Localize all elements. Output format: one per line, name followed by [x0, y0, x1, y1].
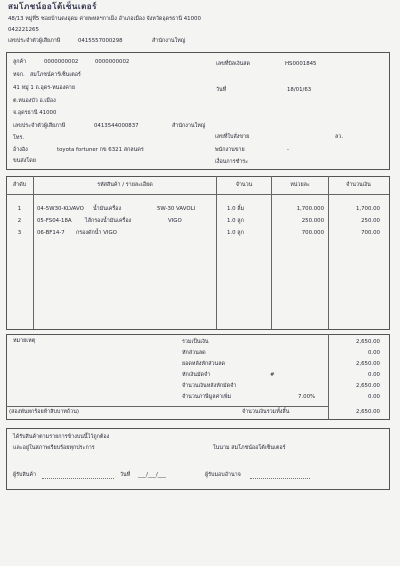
customer-code-2: 0000000002: [95, 59, 130, 65]
after-deposit-label: จำนวนเงินหลังหักมัดจำ: [182, 383, 237, 389]
doc-number-label: เลขที่บิลเงินสด: [216, 61, 251, 67]
discount-label: หักส่วนลด: [182, 350, 206, 356]
after-deposit-value: 2,650.00: [355, 383, 380, 389]
receipt-note-1: ได้รับสินค้าตามรายการข้างบนนี้ไว้ถูกต้อง: [13, 434, 110, 440]
col-header-description: รหัสสินค้า / รายละเอียด: [97, 182, 153, 188]
customer-name-label: หจก.: [13, 72, 25, 78]
deposit-hash: #: [270, 372, 275, 378]
row-extra: VIGO: [168, 218, 182, 224]
col-divider: [216, 176, 217, 329]
receiver-signature-line: [42, 478, 114, 479]
row-code: 04-5W30-KLVAVO: [37, 206, 84, 212]
row-desc: กรองดักน้ำ VIGO: [76, 230, 117, 236]
customer-tel-label: โทร.: [13, 135, 25, 141]
authorized-signature-line: [250, 478, 310, 479]
salesperson-label: พนักงานขาย: [215, 147, 245, 153]
grand-total-label: จำนวนเงินรวมทั้งสิ้น: [242, 409, 290, 415]
doc-number: HS0001845: [285, 61, 317, 67]
after-discount-value: 2,650.00: [355, 361, 380, 367]
order-number-value: ลว.: [335, 134, 344, 140]
receipt-note-2: และอยู่ในสภาพเรียบร้อยทุกประการ: [13, 445, 95, 451]
customer-name: สมโภชน์คาร์เซ็นเตอร์: [30, 72, 81, 78]
row-price: 1,700.000: [296, 206, 324, 212]
subtotal-value: 2,650.00: [355, 339, 380, 345]
payment-terms-label: เงื่อนการชำระ: [215, 159, 249, 165]
discount-value: 0.00: [367, 350, 380, 356]
row-code: 06-BF14-7: [37, 230, 65, 236]
col-header-qty: จำนวน: [235, 182, 253, 188]
vat-label: จำนวนภาษีมูลค่าเพิ่ม: [182, 394, 232, 400]
doc-date: 18/01/63: [287, 87, 312, 93]
company-tax-label: เลขประจำตัวผู้เสียภาษี: [8, 38, 61, 44]
authorized-label: ผู้รับมอบอำนาจ: [205, 472, 241, 478]
company-phone: 042221265: [8, 27, 39, 33]
row-amount: 250.00: [361, 218, 380, 224]
subtotal-label: รวมเป็นเงิน: [182, 339, 209, 345]
col-divider: [328, 176, 329, 329]
customer-address-1: 41 หมู่ 1 ถ.อุดร-หนองคาย: [13, 85, 75, 91]
row-no: 1: [17, 206, 22, 212]
row-qty: 1.0 ลิ้ม: [227, 206, 245, 212]
customer-branch: สำนักงานใหญ่: [172, 123, 206, 129]
receiver-date-blank: ___/___/___: [138, 472, 166, 478]
customer-tax-id: 0413544000837: [94, 123, 139, 129]
reference-label: อ้างอิง: [13, 147, 28, 153]
salesperson-value: -: [287, 147, 289, 153]
row-qty: 1.0 ลูก: [227, 230, 244, 236]
col-divider: [271, 176, 272, 329]
col-header-unit-price: หน่วยละ: [290, 182, 310, 188]
order-number-label: เลขที่ใบสั่งขาย: [215, 134, 250, 140]
row-amount: 1,700.00: [355, 206, 380, 212]
row-price: 250.000: [301, 218, 324, 224]
receiver-label: ผู้รับสินค้า: [13, 472, 37, 478]
deposit-value: 0.00: [367, 372, 380, 378]
row-price: 700.000: [301, 230, 324, 236]
col-header-amount: จำนวนเงิน: [346, 182, 371, 188]
company-name: สมโภชน์ออโต้เซ็นเตอร์: [8, 2, 97, 11]
vat-value: 0.00: [367, 394, 380, 400]
deposit-label: หักเงินมัดจำ: [182, 372, 211, 378]
row-amount: 700.00: [361, 230, 380, 236]
vat-rate: 7.00%: [298, 394, 316, 400]
company-tax-id: 0415557000298: [78, 38, 123, 44]
customer-address-2: ต.หนองบัว อ.เมือง: [13, 98, 56, 104]
row-no: 3: [17, 230, 22, 236]
items-table: [6, 176, 390, 330]
reference-value: toyota fortuner กข 6321 สกลนคร: [57, 147, 144, 153]
company-address: 48/13 หมู่ที่5 ซอยบ้านดงอุดม ค่ายพหลฯกาเม็ง อำเภอเมือง จังหวัดอุดรธานี 41000: [8, 16, 201, 22]
amount-in-words: (สองพันหกร้อยห้าสิบบาทถ้วน): [9, 409, 79, 415]
row-no: 2: [17, 218, 22, 224]
row-desc: ไส้กรองน้ำมันเครื่อง: [85, 218, 132, 224]
row-qty: 1.0 ลูก: [227, 218, 244, 224]
col-header-no: ลำดับ: [12, 182, 27, 188]
doc-date-label: วันที่: [216, 87, 227, 93]
after-discount-label: ยอดหลังหักส่วนลด: [182, 361, 226, 367]
delivery-label: ขนส่งโดย: [13, 158, 36, 164]
company-branch: สำนักงานใหญ่: [152, 38, 186, 44]
row-code: 05-FS04-18A: [37, 218, 72, 224]
receiver-date-label: วันที่: [120, 472, 131, 478]
customer-address-3: จ.อุดรธานี 41000: [13, 110, 57, 116]
items-header-divider: [6, 194, 389, 195]
customer-tax-label: เลขประจำตัวผู้เสียภาษี: [13, 123, 66, 129]
customer-code-label: ลูกค้า: [13, 59, 27, 65]
row-desc: น้ำมันเครื่อง: [93, 206, 122, 212]
summary-words-divider: [6, 406, 329, 407]
col-divider: [33, 176, 34, 329]
remarks-label: หมายเหตุ: [13, 338, 36, 344]
customer-code: 0000000002: [44, 59, 79, 65]
row-extra: 5W-30 VAVOLI: [157, 206, 196, 212]
grand-total-value: 2,650.00: [355, 409, 380, 415]
on-behalf-of: ในนาม สมโภชน์ออโต้เซ็นเตอร์: [213, 445, 286, 451]
